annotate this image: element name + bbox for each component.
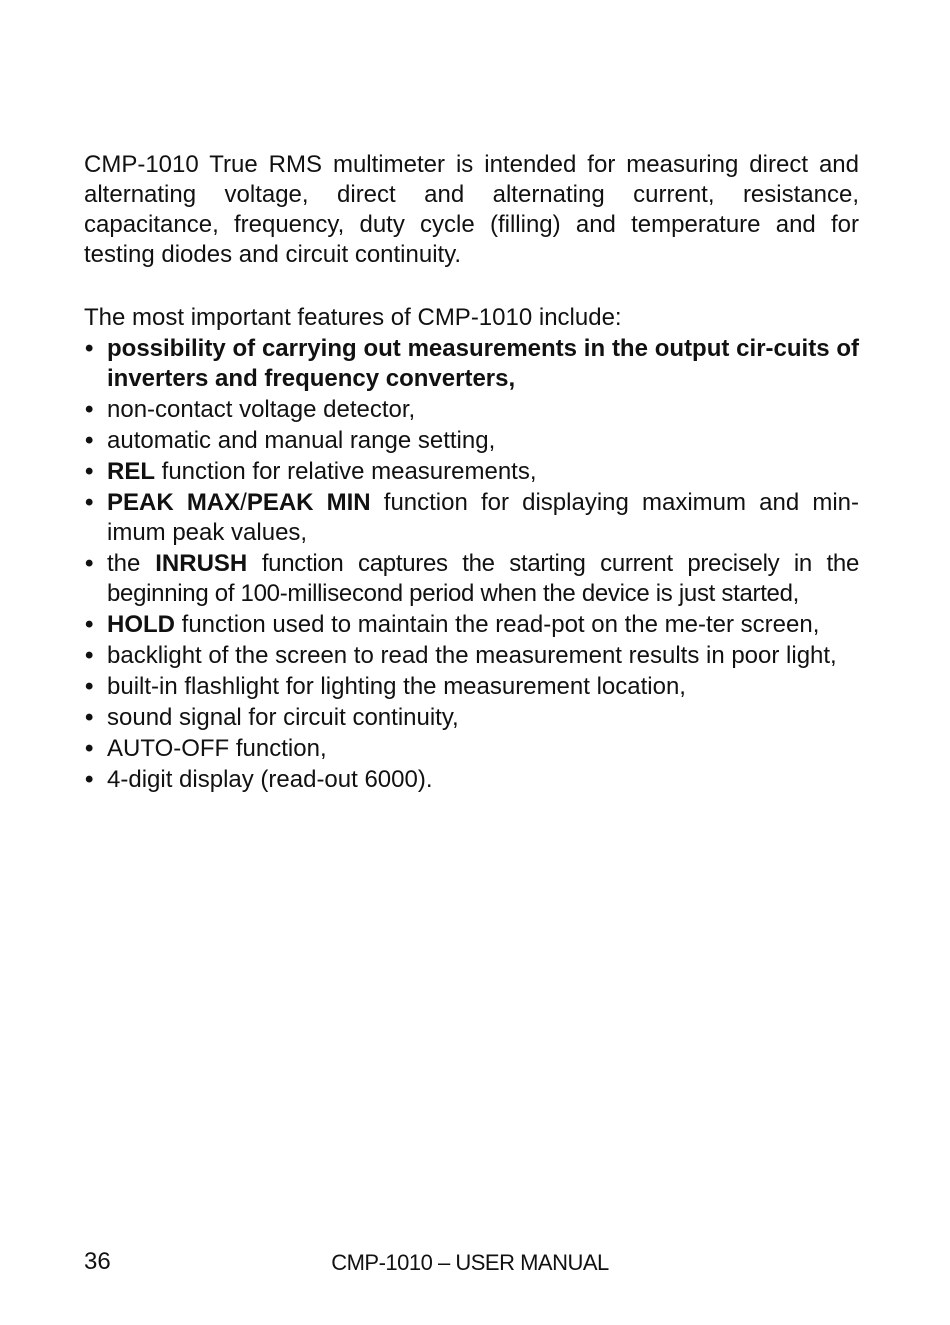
- list-item: [84, 488, 859, 548]
- list-item: [84, 672, 859, 702]
- feature-text: function used to maintain the read-pot on the me-ter screen,: [175, 611, 820, 638]
- bullet-icon: •: [85, 458, 94, 485]
- bullet-icon: •: [85, 550, 94, 577]
- feature-keyword: HOLD: [107, 611, 175, 638]
- bullet-icon: •: [85, 766, 94, 793]
- list-item: [84, 641, 859, 671]
- feature-text: function captures the starting current precisely in the beginning of 100-millisecond period when the device is just started,: [107, 550, 859, 607]
- feature-text: sound signal for circuit continuity,: [107, 704, 459, 731]
- list-item: [84, 457, 859, 487]
- features-heading: The most important features of CMP-1010 include:: [84, 304, 622, 331]
- features-list: [84, 334, 859, 795]
- feature-keyword: REL: [107, 458, 155, 485]
- feature-text: automatic and manual range setting,: [107, 427, 496, 454]
- bullet-icon: •: [85, 642, 94, 669]
- bullet-icon: •: [85, 396, 94, 423]
- list-item: [84, 395, 859, 425]
- feature-bold-text: possibility of carrying out measurements in the output cir-cuits of inverters and frequency converters,: [107, 335, 859, 392]
- bullet-icon: •: [85, 427, 94, 454]
- page-footer: [0, 1248, 950, 1278]
- page-number: 36: [84, 1248, 111, 1275]
- feature-text: AUTO-OFF function,: [107, 735, 327, 762]
- feature-text: 4-digit display (read-out 6000).: [107, 766, 433, 793]
- bullet-icon: •: [85, 735, 94, 762]
- feature-text: built-in flashlight for lighting the measurement location,: [107, 673, 686, 700]
- feature-prefix: the: [107, 550, 156, 577]
- bullet-icon: •: [85, 673, 94, 700]
- feature-text: function for relative measurements,: [155, 458, 537, 485]
- page-body: [84, 150, 859, 796]
- list-item: [84, 426, 859, 456]
- list-item: [84, 734, 859, 764]
- list-item: [84, 334, 859, 394]
- list-item: [84, 549, 859, 609]
- feature-text: backlight of the screen to read the measurement results in poor light,: [107, 642, 837, 669]
- list-item: [84, 703, 859, 733]
- feature-keyword-2: PEAK MIN: [246, 489, 371, 516]
- bullet-icon: •: [85, 489, 94, 516]
- bullet-icon: •: [85, 335, 94, 362]
- intro-paragraph: CMP-1010 True RMS multimeter is intended for measuring direct and alternating voltage, direct and alternating current, resistance, capacitance, frequency, duty cycle (filling) and temperature and for testing diodes and circuit continuity.: [84, 151, 859, 268]
- list-item: [84, 610, 859, 640]
- running-title: CMP-1010 – USER MANUAL: [331, 1250, 609, 1275]
- feature-keyword: INRUSH: [155, 550, 248, 577]
- bullet-icon: •: [85, 611, 94, 638]
- feature-text: function for displaying maximum and min-imum peak values,: [107, 489, 859, 546]
- feature-text: non-contact voltage detector,: [107, 396, 416, 423]
- bullet-icon: •: [85, 704, 94, 731]
- feature-separator: /: [240, 489, 247, 516]
- list-item: [84, 765, 859, 795]
- feature-keyword: PEAK MAX: [107, 489, 241, 516]
